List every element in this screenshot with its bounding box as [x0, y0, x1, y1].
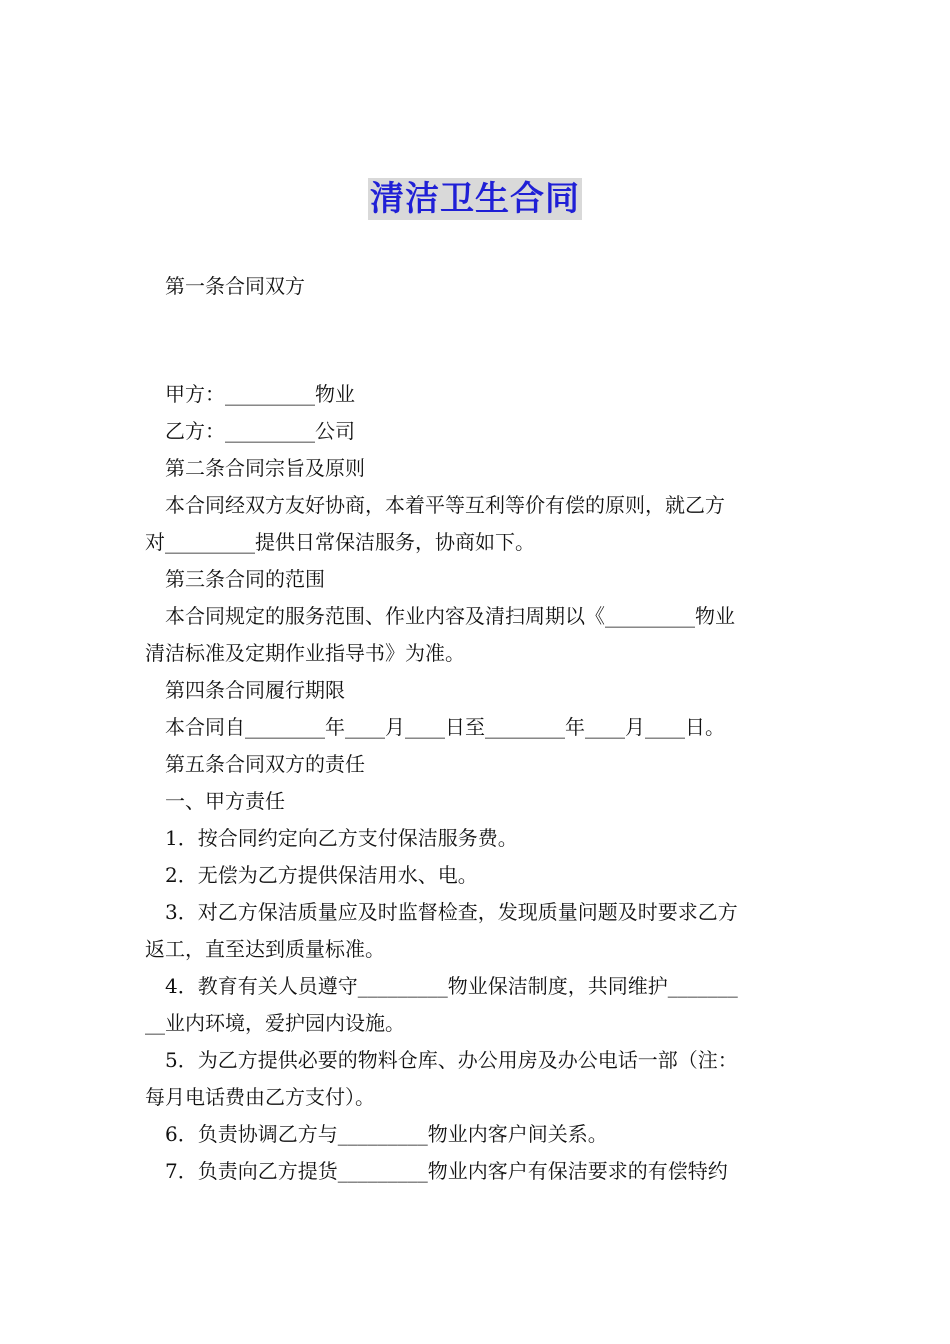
list-item: 7．负责向乙方提货_________物业内客户有保洁要求的有偿特约 [165, 1159, 728, 1183]
party-a-line: 甲方：_________物业 [165, 382, 355, 406]
list-item-continuation: 返工，直至达到质量标准。 [145, 937, 385, 961]
list-item: 5．为乙方提供必要的物料仓库、办公用房及办公电话一部（注： [165, 1048, 738, 1072]
list-item-continuation: 每月电话费由乙方支付）。 [145, 1085, 375, 1109]
section-heading: 第一条合同双方 [165, 274, 305, 298]
contract-body [145, 376, 810, 1190]
list-item: 2．无偿为乙方提供保洁用水、电。 [165, 863, 478, 887]
list-item: 4．教育有关人员遵守_________物业保洁制度，共同维护_______ [165, 974, 738, 998]
paragraph-line: 清洁标准及定期作业指导书》为准。 [145, 641, 465, 665]
party-b-line: 乙方：_________公司 [165, 419, 355, 443]
section-heading: 第二条合同宗旨及原则 [165, 456, 365, 480]
paragraph-line: 本合同经双方友好协商，本着平等互利等价有偿的原则，就乙方 [165, 493, 725, 517]
document-title: 清洁卫生合同 [370, 179, 580, 219]
section-heading: 第三条合同的范围 [165, 567, 325, 591]
paragraph-line: 本合同规定的服务范围、作业内容及清扫周期以《_________物业 [165, 604, 735, 628]
section-heading: 第四条合同履行期限 [165, 678, 345, 702]
section-1 [145, 268, 810, 305]
subsection-heading: 一、甲方责任 [165, 789, 285, 813]
list-item: 1．按合同约定向乙方支付保洁服务费。 [165, 826, 518, 850]
list-item: 3．对乙方保洁质量应及时监督检查，发现质量问题及时要求乙方 [165, 900, 738, 924]
section-heading: 第五条合同双方的责任 [165, 752, 365, 776]
title-wrapper [0, 178, 950, 220]
list-item-continuation: __业内环境，爱护园内设施。 [145, 1011, 405, 1035]
paragraph-line: 对_________提供日常保洁服务，协商如下。 [145, 530, 535, 554]
list-item: 6．负责协调乙方与_________物业内客户间关系。 [165, 1122, 608, 1146]
paragraph-line: 本合同自________年____月____日至________年____月____日。 [165, 715, 725, 739]
